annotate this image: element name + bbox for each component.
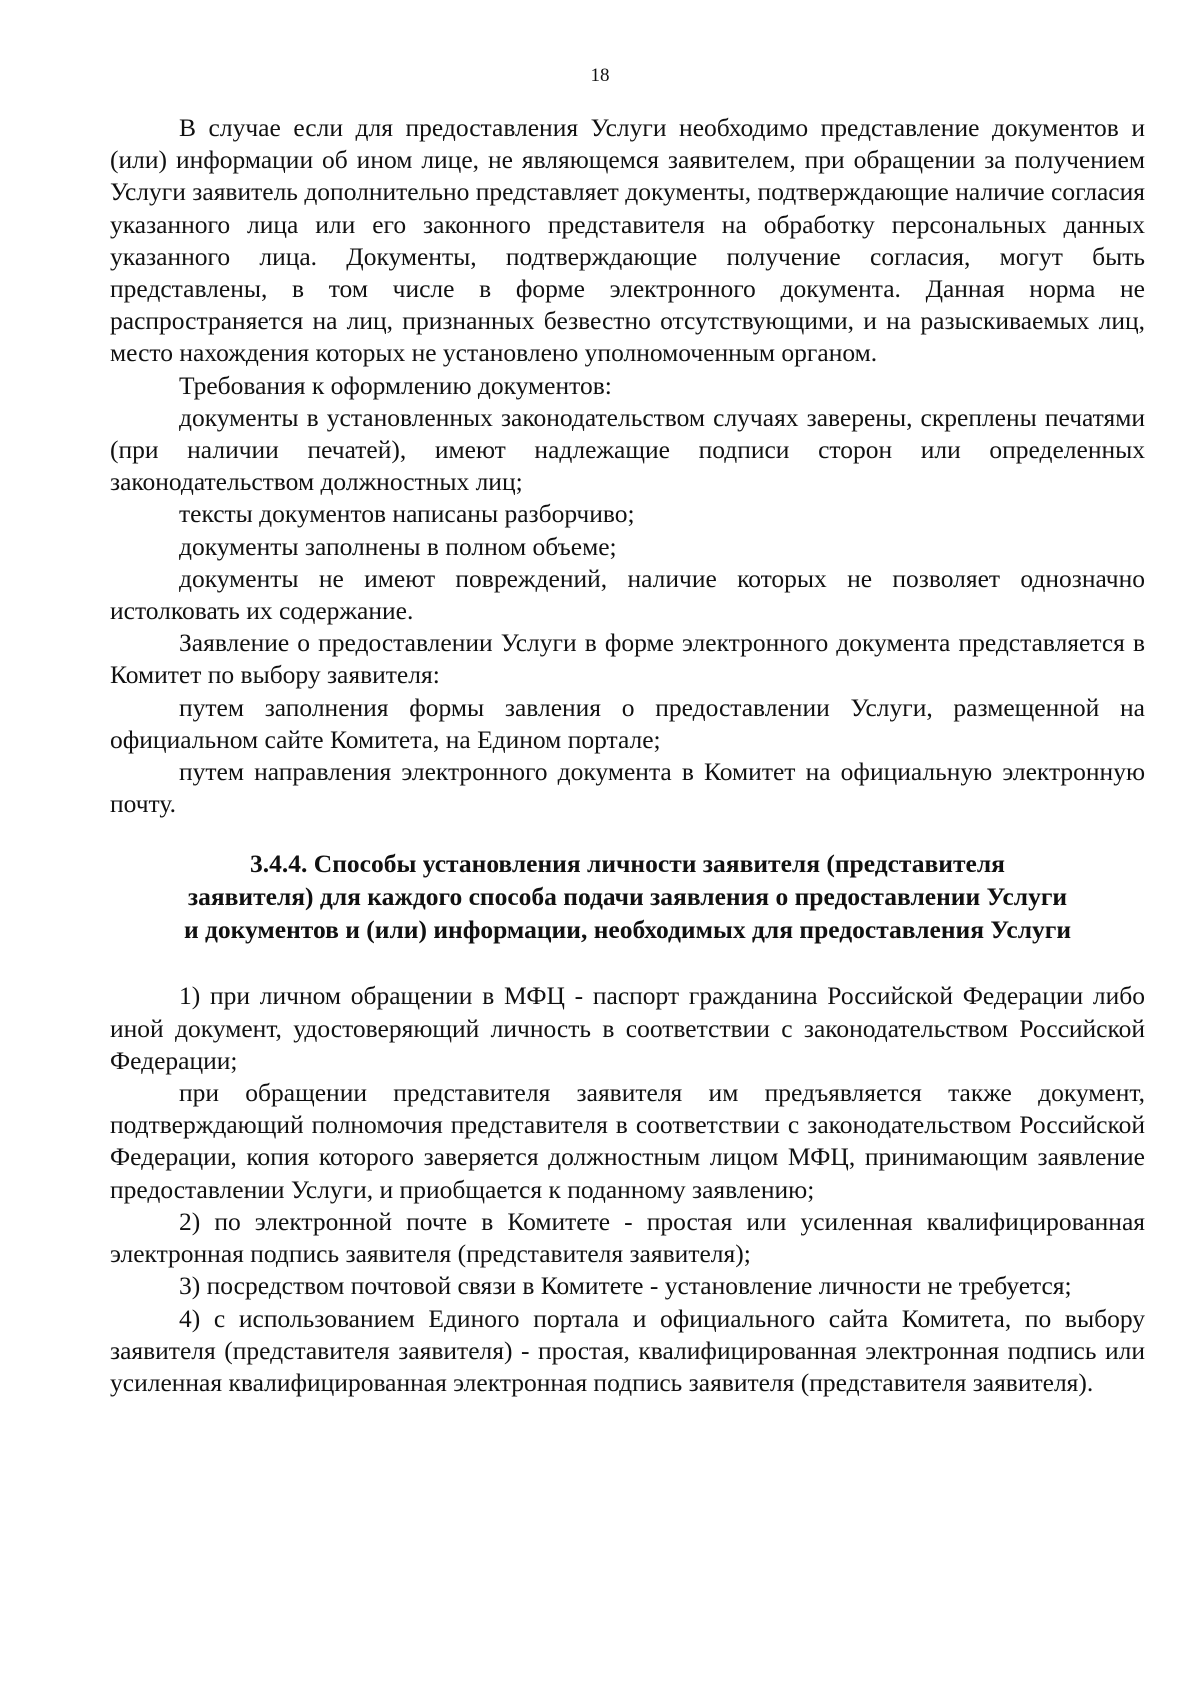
- section-heading-line: и документов и (или) информации, необходимых для предоставления Услуги: [183, 915, 1072, 945]
- paragraph-method-email: путем направления электронного документа в Комитет на официальную электронную почту.: [110, 757, 1145, 819]
- paragraph-requirement-undamaged: документы не имеют повреждений, наличие которых не позволяет однозначно истолковать их содержание.: [110, 563, 1145, 626]
- paragraph-requirement-legible: тексты документов написаны разборчиво;: [179, 499, 635, 529]
- paragraph-item-4-portal: 4) с использованием Единого портала и официального сайта Комитета, по выбору заявителя (представителя заявителя) - простая, квалифицированная электронная подпись или усиленная квалифицированная электронная подпись заявителя (представителя заявителя).: [110, 1303, 1145, 1397]
- section-heading: [110, 847, 1145, 946]
- paragraph-consent-requirement: В случае если для предоставления Услуги необходимо представление документов и (или) информации об ином лице, не являющемся заявителем, при обращении за получением Услуги заявитель дополнительно представляет документы, подтверждающие наличие согласия указанного лица или его законного представителя на обработку персональных данных указанного лица. Документы, подтверждающие получение согласия, могут быть представлены, в том числе в форме электронного документа. Данная норма не распространяется на лиц, признанных безвестно отсутствующими, и на разыскиваемых лиц, место нахождения которых не установлено уполномоченным органом.: [110, 113, 1145, 368]
- document-body: [110, 112, 1145, 1399]
- paragraph-electronic-application: Заявление о предоставлении Услуги в форме электронного документа представляется в Комитет по выбору заявителя:: [110, 628, 1145, 690]
- paragraph-requirement-complete: документы заполнены в полном объеме;: [179, 531, 617, 561]
- page-number: 18: [590, 65, 610, 86]
- section-heading-line: 3.4.4. Способы установления личности заявителя (представителя: [250, 849, 1005, 879]
- paragraph-method-form: путем заполнения формы завления о предоставлении Услуги, размещенной на официальном сайте Комитета, на Едином портале;: [110, 692, 1145, 754]
- section-heading-line: заявителя) для каждого способа подачи заявления о предоставлении Услуги: [187, 882, 1068, 912]
- paragraph-item-3-post: 3) посредством почтовой связи в Комитете - установление личности не требуется;: [179, 1271, 1072, 1301]
- paragraph-representative: при обращении представителя заявителя им предъявляется также документ, подтверждающий полномочия представителя в соответствии с законодательством Российской Федерации, копия которого заверяется должностным лицом МФЦ, принимающим заявление предоставлении Услуги, и приобщается к поданному заявлению;: [110, 1078, 1145, 1204]
- paragraph-requirement-certified: документы в установленных законодательством случаях заверены, скреплены печатями (при наличии печатей), имеют надлежащие подписи сторон или определенных законодательством должностных лиц;: [110, 402, 1145, 497]
- paragraph-item-1-mfc: 1) при личном обращении в МФЦ - паспорт гражданина Российской Федерации либо иной документ, удостоверяющий личность в соответствии с законодательством Российской Федерации;: [110, 981, 1145, 1075]
- paragraph-item-2-email: 2) по электронной почте в Комитете - простая или усиленная квалифицированная электронная подпись заявителя (представителя заявителя);: [110, 1206, 1145, 1269]
- paragraph-requirements-title: Требования к оформлению документов:: [179, 370, 612, 400]
